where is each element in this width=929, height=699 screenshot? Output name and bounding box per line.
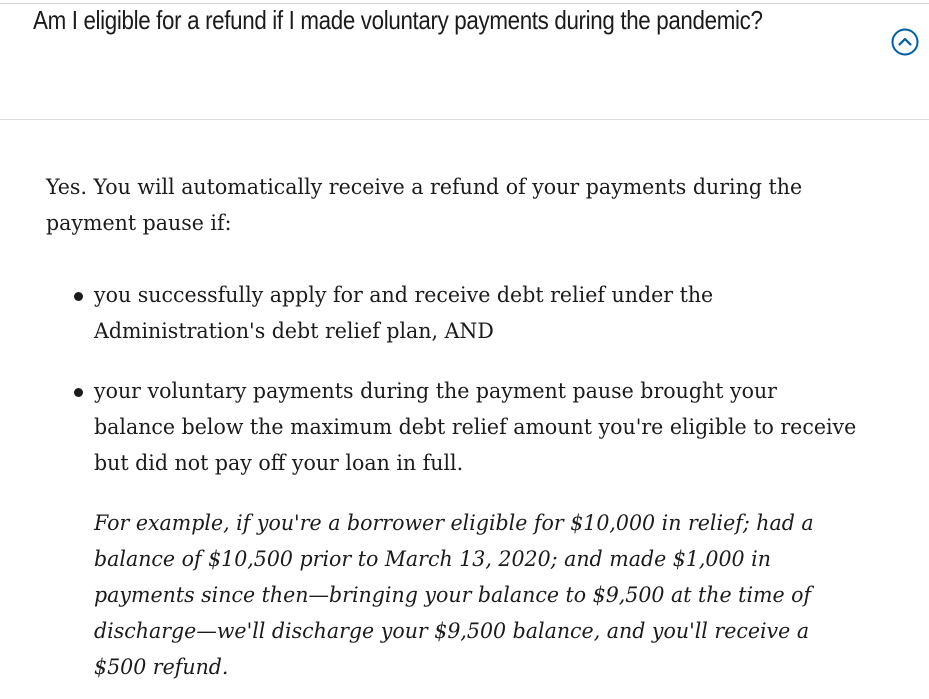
answer-intro: Yes. You will automatically receive a refund of your payments during the payment pause if:	[46, 175, 803, 236]
list-item	[94, 278, 894, 350]
list-item-text: you successfully apply for and receive debt relief under the Administration's debt relief plan, AND	[94, 283, 714, 344]
chevron-up-circle-icon	[891, 28, 919, 56]
faq-accordion-header[interactable]	[0, 4, 929, 120]
refund-example: For example, if you're a borrower eligible for $10,000 in relief; had a balance of $10,500 prior to March 13, 2020; and made $1,000 in payments since then—bringing your balance to $9,500 at the time of discharge—we'll discharge your $9,500 balance, and you'll receive a $500 refund.	[94, 511, 814, 680]
list-item	[94, 374, 894, 482]
list-item-text: your voluntary payments during the payment pause brought your balance below the maximum debt relief amount you're eligible to receive but did not pay off your loan in full.	[94, 379, 857, 476]
collapse-toggle-button[interactable]	[891, 28, 919, 56]
bullet-icon	[74, 292, 83, 301]
bullet-icon	[74, 388, 83, 397]
faq-answer	[46, 170, 896, 680]
faq-question[interactable]: Am I eligible for a refund if I made voluntary payments during the pandemic?	[33, 5, 763, 35]
